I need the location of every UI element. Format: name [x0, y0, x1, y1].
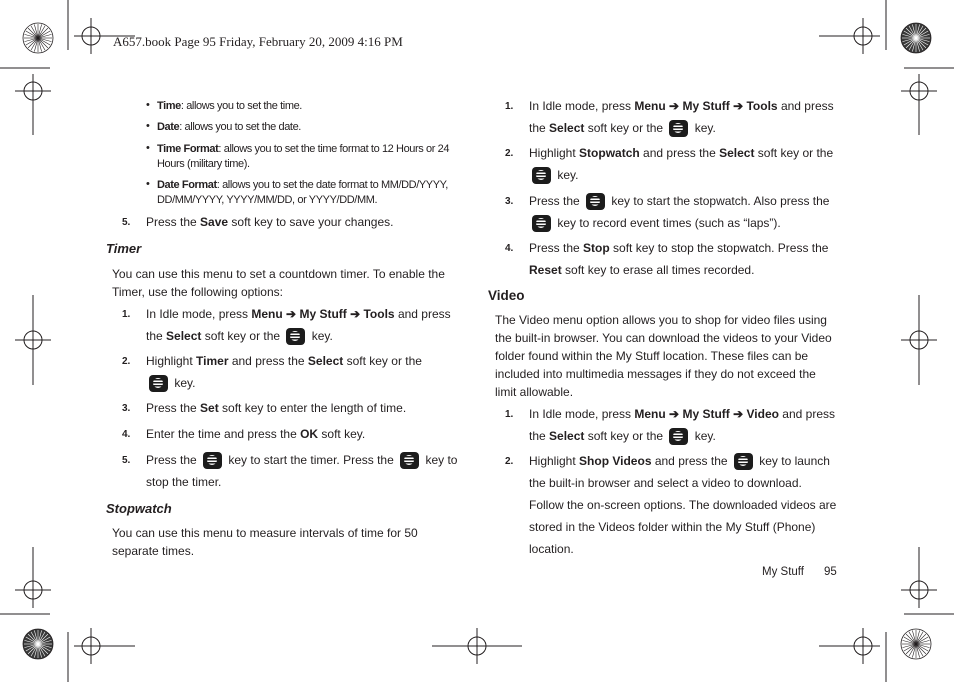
step-text: Highlight Stopwatch and press the Select soft key or the key. [529, 142, 849, 186]
step-number: 2. [505, 148, 514, 159]
step-number: 4. [505, 243, 514, 254]
ok-key-icon [400, 452, 419, 469]
bullet-dot: • [146, 178, 150, 190]
step-number: 1. [122, 309, 131, 320]
step-number: 2. [505, 456, 514, 467]
ok-key-icon [669, 428, 688, 445]
step-text: Enter the time and press the OK soft key. [146, 427, 366, 441]
step-text: In Idle mode, press Menu ➔ My Stuff ➔ Tools and press the Select soft key or the key. [146, 303, 466, 347]
step-number: 2. [122, 356, 131, 367]
bullet-item: • Time: allows you to set the time. [146, 99, 302, 112]
step-text: Press the Save soft key to save your changes. [146, 215, 394, 229]
step-text: In Idle mode, press Menu ➔ My Stuff ➔ Video and press the Select soft key or the key. [529, 403, 849, 447]
bullet-item: • Date Format: allows you to set the date format to MM/DD/YYYY, DD/MM/YYYY, YYYY/MM/DD, or YYYY/DD/MM. [146, 178, 448, 206]
ok-key-icon [532, 215, 551, 232]
ok-key-icon [734, 453, 753, 470]
page-header: A657.book Page 95 Friday, February 20, 2009 4:16 PM [113, 34, 403, 49]
step-text: Highlight Shop Videos and press the key to launch the built-in browser and select a video to download. Follow the on-screen options. The downloaded videos are stored in the Videos folder within the My Stuff (Phone) location. [529, 454, 837, 556]
ok-key-icon [203, 452, 222, 469]
ok-key-icon [586, 193, 605, 210]
step-number: 5. [122, 455, 131, 466]
bullet-dot: • [146, 142, 150, 154]
ok-key-icon [286, 328, 305, 345]
step-text: Press the key to start the stopwatch. Also press the key to record event times (such as “laps”). [529, 190, 849, 234]
section-heading-stopwatch: Stopwatch [106, 501, 172, 516]
step-number: 4. [122, 429, 131, 440]
step-text: Highlight Timer and press the Select soft key or the key. [146, 350, 466, 394]
bullet-item: • Time Format: allows you to set the time format to 12 Hours or 24 Hours (military time). [146, 142, 450, 170]
footer-page-number: 95 [824, 566, 837, 578]
section-heading-timer: Timer [106, 241, 142, 256]
ok-key-icon [149, 375, 168, 392]
step-number: 5. [122, 217, 131, 228]
step-text: In Idle mode, press Menu ➔ My Stuff ➔ Tools and press the Select soft key or the key. [529, 95, 849, 139]
section-heading-video: Video [488, 288, 525, 303]
step-text: Press the Stop soft key to stop the stopwatch. Press the Reset soft key to erase all times recorded. [529, 241, 829, 277]
step-number: 3. [122, 403, 131, 414]
stopwatch-intro: You can use this menu to measure intervals of time for 50 separate times. [112, 526, 418, 558]
bullet-dot: • [146, 99, 150, 111]
footer-section-name: My Stuff [762, 566, 804, 578]
step-number: 1. [505, 409, 514, 420]
step-number: 3. [505, 196, 514, 207]
bullet-dot: • [146, 120, 150, 132]
video-intro: The Video menu option allows you to shop for video files using the built-in browser. You can download the videos to your Video folder found within the My Stuff location. These files can be included into multimedia messages if they do not exceed the limit allowable. [495, 313, 832, 399]
step-number: 1. [505, 101, 514, 112]
bullet-item: • Date: allows you to set the date. [146, 120, 301, 133]
timer-intro: You can use this menu to set a countdown timer. To enable the Timer, use the following options: [112, 267, 445, 299]
step-text: Press the Set soft key to enter the length of time. [146, 401, 407, 415]
ok-key-icon [669, 120, 688, 137]
step-text: Press the key to start the timer. Press the key to stop the timer. [146, 453, 458, 489]
ok-key-icon [532, 167, 551, 184]
